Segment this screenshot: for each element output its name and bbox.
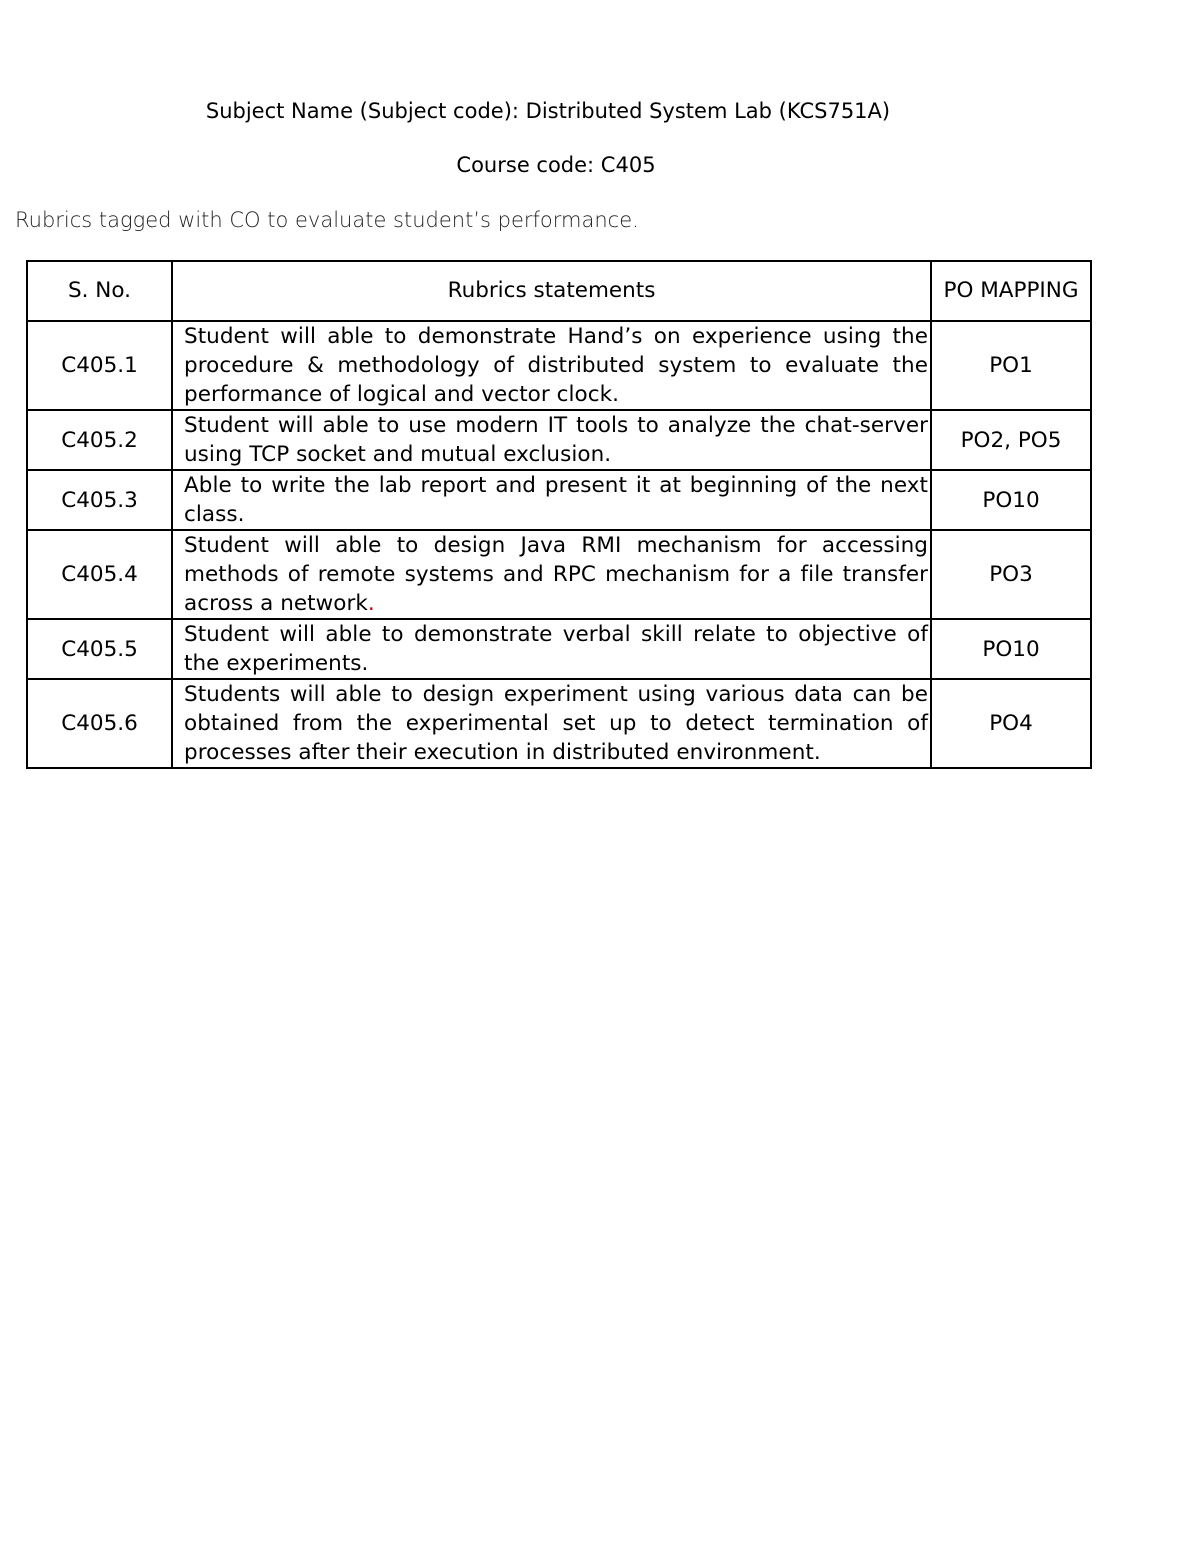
subject-heading: Subject Name (Subject code): Distributed System Lab (KCS751A)	[205, 99, 891, 123]
column-header-sno: S. No.	[27, 261, 172, 321]
row-statement: Student will able to demonstrate verbal skill relate to objective of the experiments.	[172, 619, 931, 679]
column-header-statements: Rubrics statements	[172, 261, 931, 321]
table-row	[27, 470, 1091, 530]
row-po-mapping: PO10	[931, 619, 1091, 679]
rubrics-table	[26, 260, 1092, 769]
row-po-mapping: PO10	[931, 470, 1091, 530]
row-sno: C405.3	[27, 470, 172, 530]
row-statement: Student will able to demonstrate Hand’s on experience using the procedure & methodology of distributed system to evaluate the performance of logical and vector clock.	[172, 321, 931, 410]
table-row	[27, 530, 1091, 619]
table-row	[27, 410, 1091, 470]
column-header-po-mapping: PO MAPPING	[931, 261, 1091, 321]
red-period-mark: .	[367, 591, 375, 616]
row-sno: C405.6	[27, 679, 172, 768]
row-sno: C405.1	[27, 321, 172, 410]
row-po-mapping: PO1	[931, 321, 1091, 410]
table-row	[27, 619, 1091, 679]
course-code-heading: Course code: C405	[456, 153, 656, 177]
row-statement: Students will able to design experiment using various data can be obtained from the experimental set up to detect termination of processes after their execution in distributed environment.	[172, 679, 931, 768]
row-statement-text: Student will able to design Java RMI mechanism for accessing methods of remote systems and RPC mechanism for a file transfer across a network	[184, 533, 928, 616]
row-po-mapping: PO3	[931, 530, 1091, 619]
intro-text: Rubrics tagged with CO to evaluate student’s performance.	[15, 208, 639, 232]
row-po-mapping: PO4	[931, 679, 1091, 768]
row-sno: C405.4	[27, 530, 172, 619]
table-row	[27, 679, 1091, 768]
table-header-row	[27, 261, 1091, 321]
table-row	[27, 321, 1091, 410]
row-sno: C405.2	[27, 410, 172, 470]
row-sno: C405.5	[27, 619, 172, 679]
row-statement: Able to write the lab report and present it at beginning of the next class.	[172, 470, 931, 530]
row-po-mapping: PO2, PO5	[931, 410, 1091, 470]
row-statement: Student will able to use modern IT tools to analyze the chat-server using TCP socket and mutual exclusion.	[172, 410, 931, 470]
row-statement	[172, 530, 931, 619]
